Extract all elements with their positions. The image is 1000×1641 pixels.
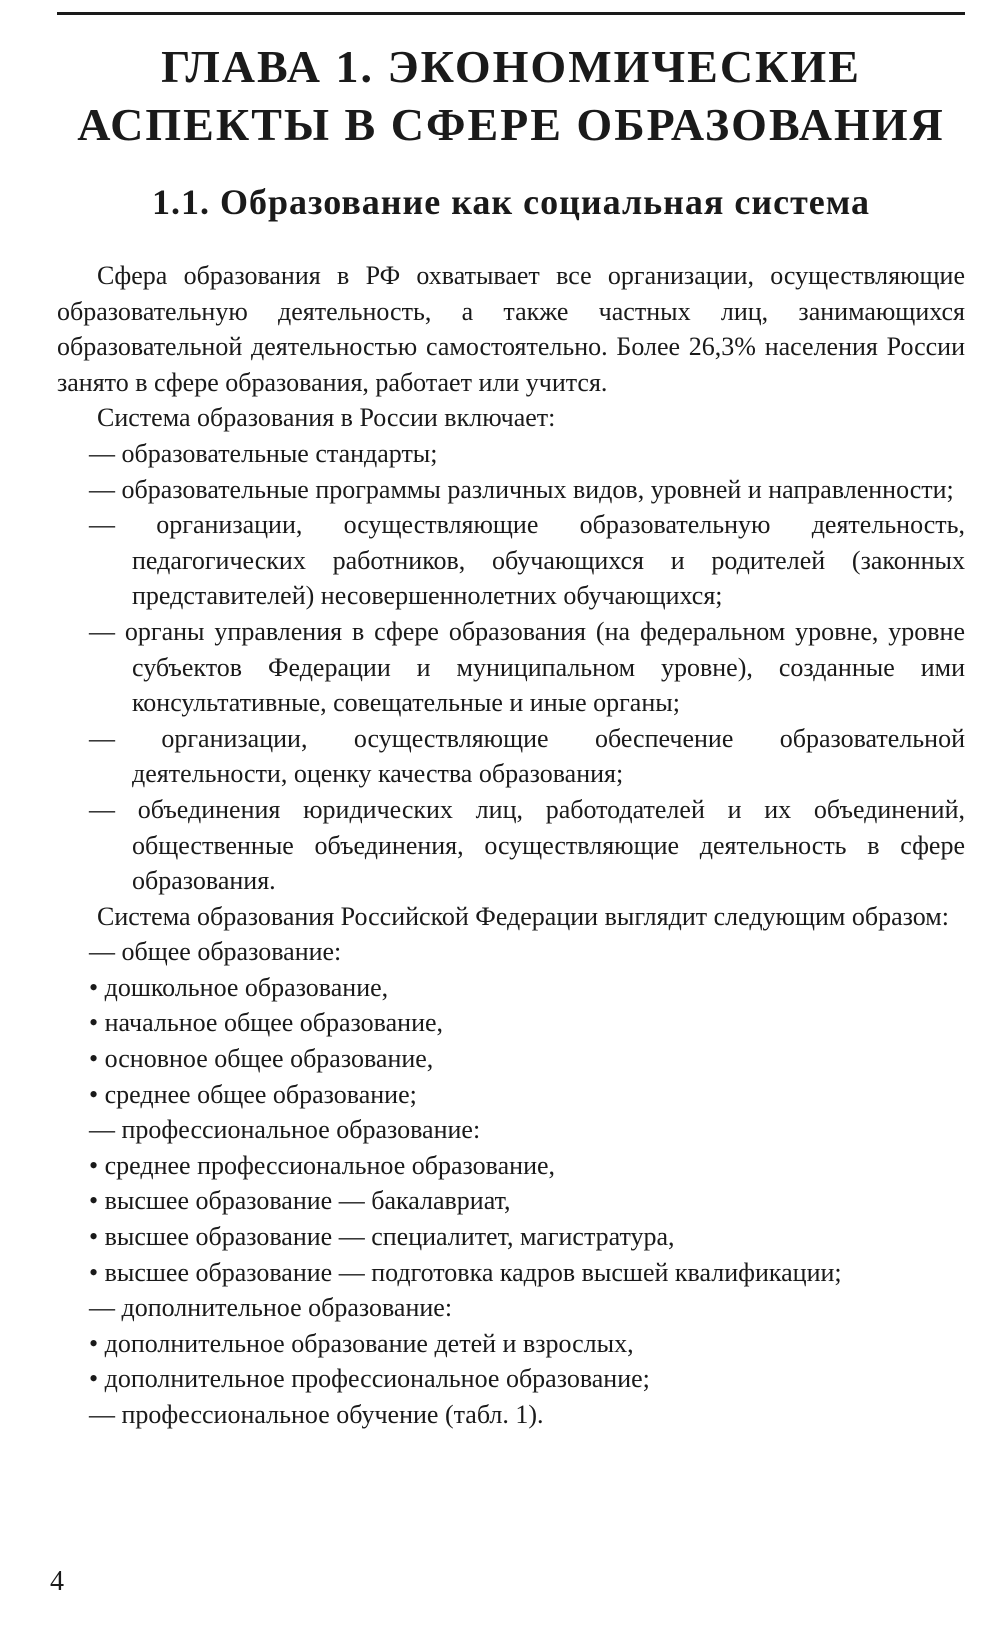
system-includes-paragraph: Система образования в России включает: [97, 403, 556, 433]
structure-intro-paragraph: Система образования Российской Федерации выглядит следующим образом: [97, 901, 949, 931]
system-item: — образовательные стандарты; [89, 438, 438, 468]
structure-bullet: • среднее профессиональное образование, [89, 1150, 556, 1180]
structure-bullet: • высшее образование — специалитет, магистратура, [89, 1222, 675, 1252]
structure-bullet: • среднее общее образование; [89, 1079, 417, 1109]
structure-bullet: • дошкольное образование, [89, 972, 389, 1002]
structure-bullet: • дополнительное профессиональное образование; [89, 1364, 650, 1394]
chapter-title-line-1: ГЛАВА 1. ЭКОНОМИЧЕСКИЕ [161, 41, 861, 92]
section-title: 1.1. Образование как социальная система [151, 182, 871, 222]
page-number: 4 [50, 1566, 64, 1597]
body-text [57, 258, 965, 1433]
chapter-title-line-2: АСПЕКТЫ В СФЕРЕ ОБРАЗОВАНИЯ [77, 99, 945, 150]
structure-bullet: • основное общее образование, [89, 1044, 434, 1074]
structure-bullet: • начальное общее образование, [89, 1008, 444, 1038]
structure-heading-general: — общее образование: [89, 937, 342, 967]
structure-heading-additional: — дополнительное образование: [89, 1293, 453, 1323]
header-rule [57, 12, 965, 15]
system-item: — организации, осуществляющие образовательную деятельность, педагогических работников, обучающихся и родителей (законных представителей) несовершеннолетних обучающихся; [89, 510, 965, 611]
system-item: — организации, осуществляющие обеспечение образовательной деятельности, оценку качества образования; [89, 723, 965, 789]
structure-bullet: • дополнительное образование детей и взрослых, [89, 1328, 634, 1358]
structure-bullet: • высшее образование — бакалавриат, [89, 1186, 511, 1216]
chapter-title [57, 38, 965, 154]
structure-heading-training: — профессиональное обучение (табл. 1). [89, 1400, 544, 1429]
system-item: — органы управления в сфере образования (на федеральном уровне, уровне субъектов Федерации и муниципальном уровне), созданные ими консультативные, совещательные и иные органы; [89, 616, 965, 718]
intro-paragraph: Сфера образования в РФ охватывает все организации, осуществляющие образовательную деятельность, а также частных лиц, занимающихся образовательной деятельностью самостоятельно. Более 26,3% населения России занято в сфере образования, работает или учится. [57, 261, 965, 397]
structure-bullet: • высшее образование — подготовка кадров высшей квалификации; [89, 1257, 842, 1287]
system-item: — образовательные программы различных видов, уровней и направленности; [89, 474, 954, 504]
structure-heading-professional: — профессиональное образование: [89, 1115, 481, 1145]
system-item: — объединения юридических лиц, работодателей и их объединений, общественные объединения, осуществляющие деятельность в сфере образования. [89, 794, 965, 896]
